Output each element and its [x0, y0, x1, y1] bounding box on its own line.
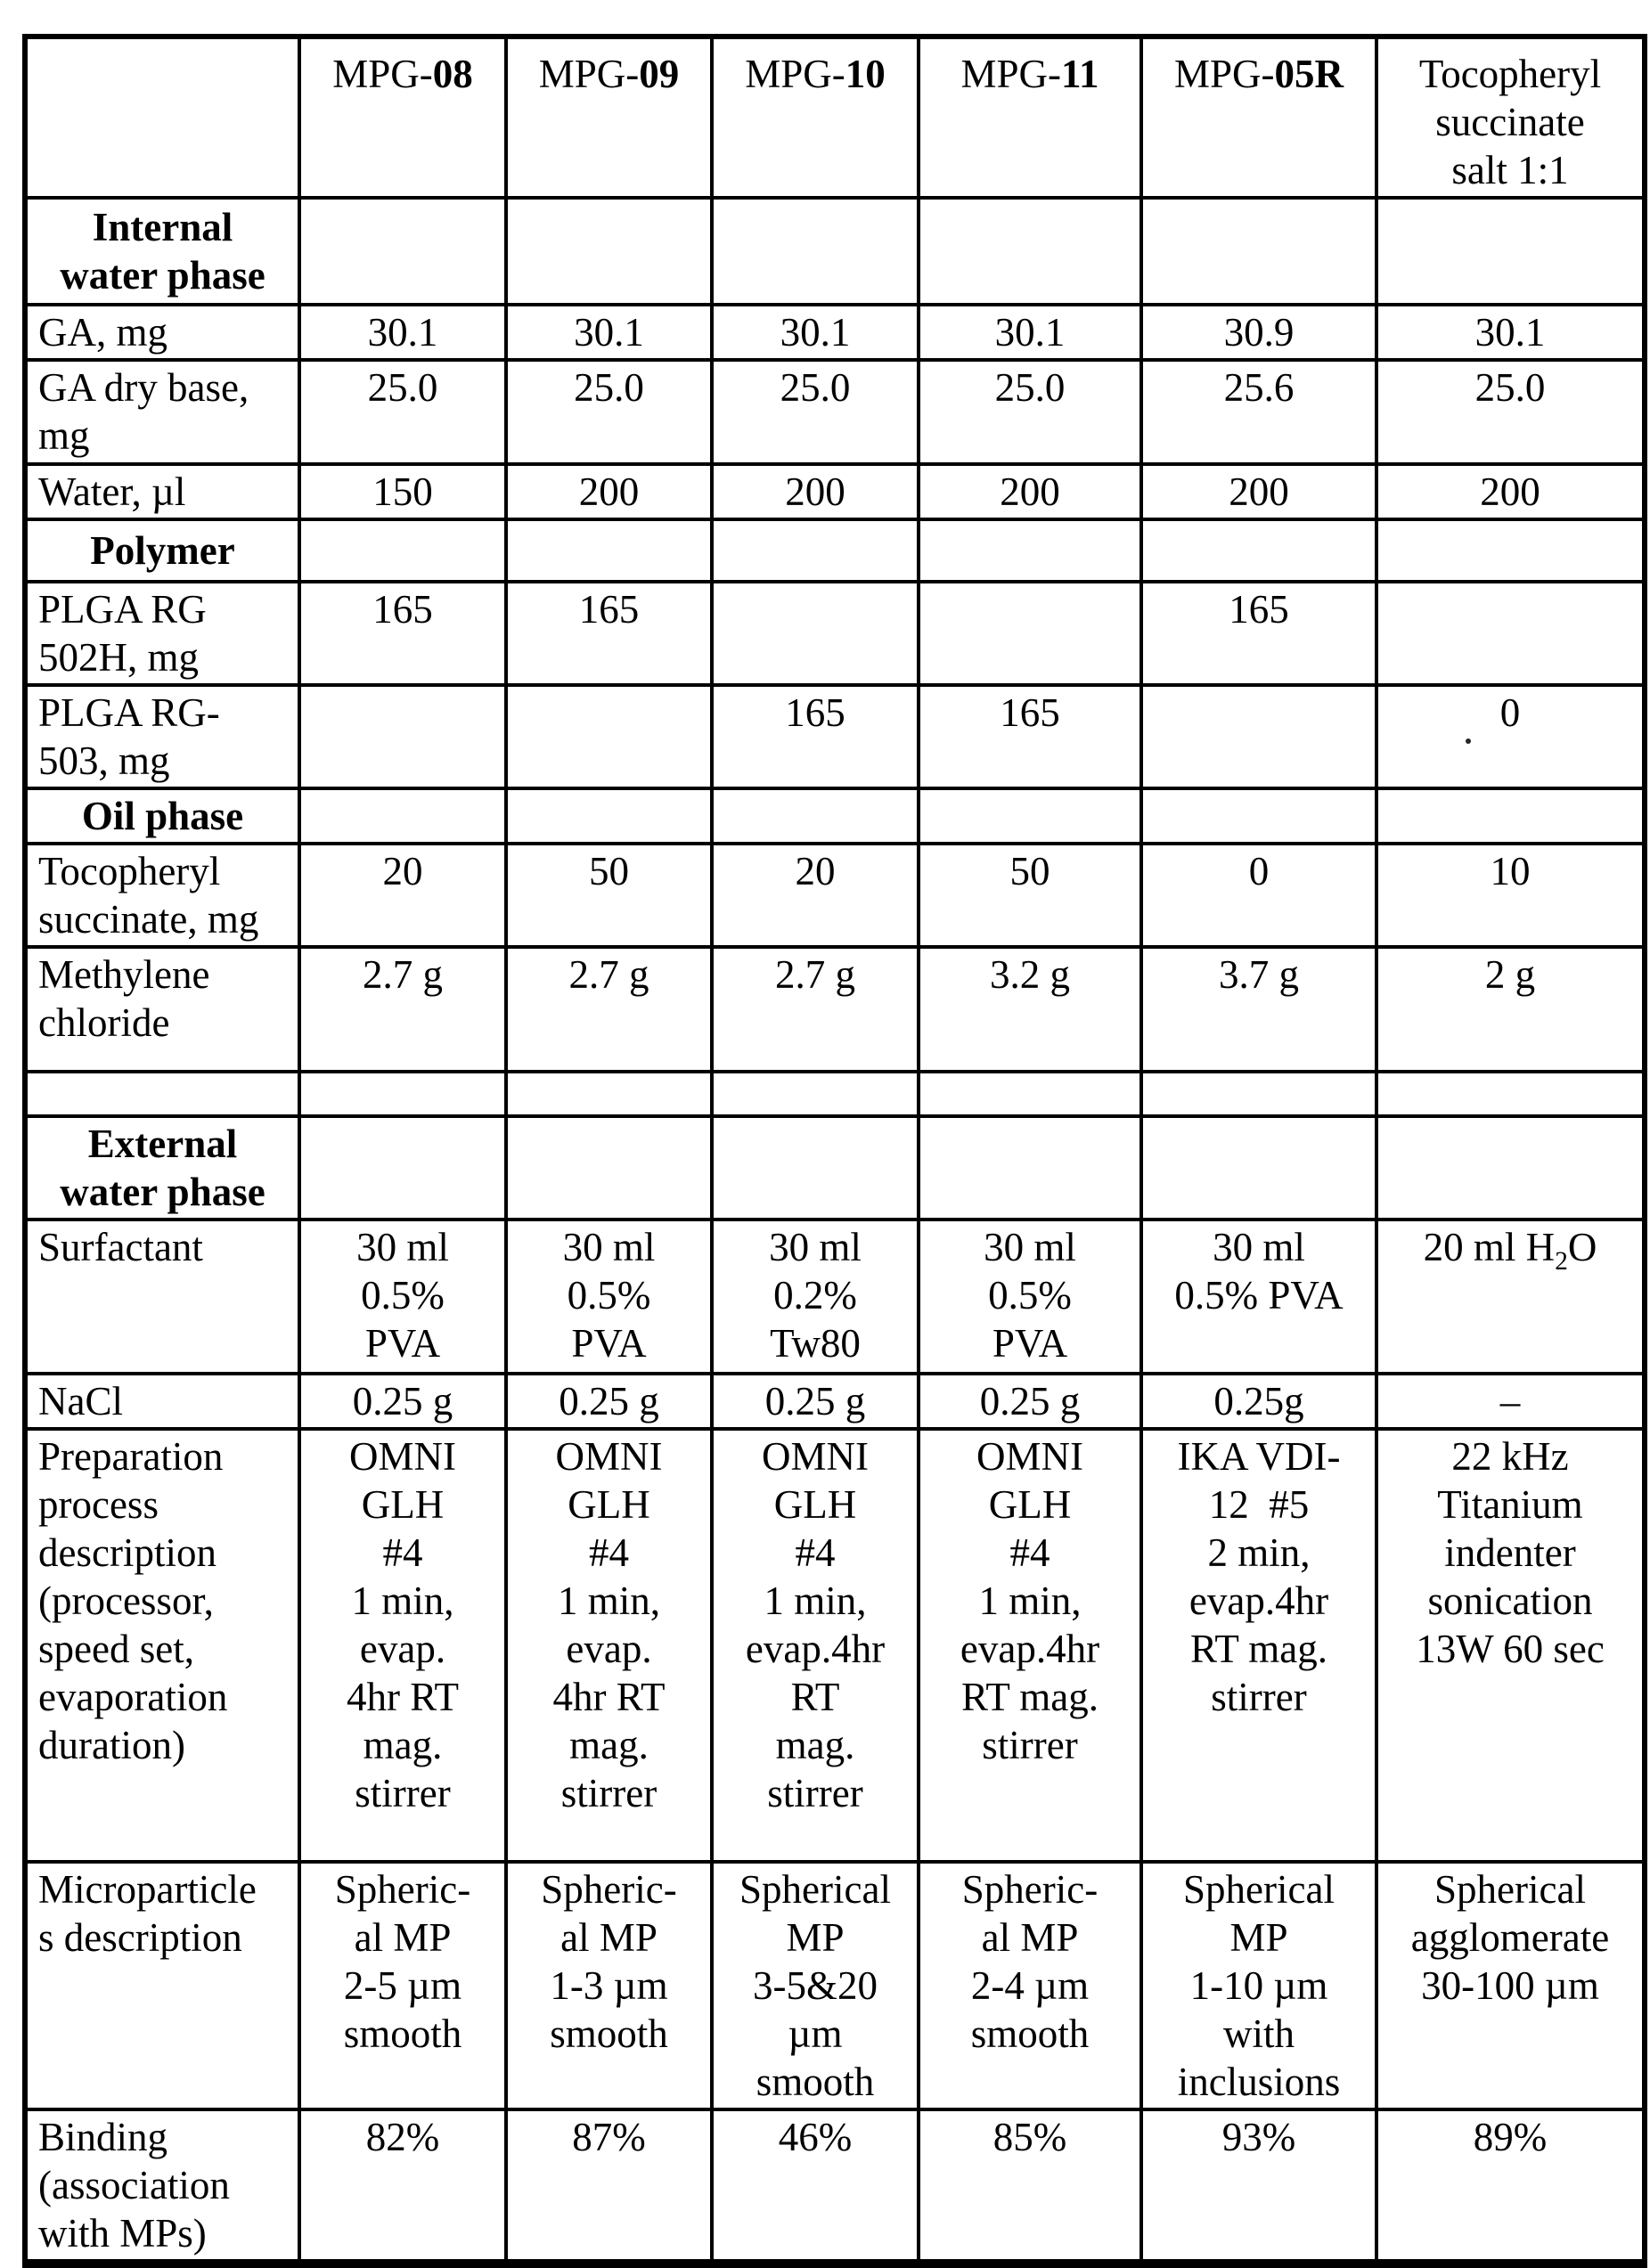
- table-cell: 82%: [299, 2109, 506, 2264]
- table-cell: Spherical MP 1-10 µm with inclusions: [1141, 1862, 1376, 2109]
- table-cell: 25.6: [1141, 360, 1376, 464]
- row-label-cell: [25, 1072, 299, 1116]
- table-cell: OMNI GLH #4 1 min, evap. 4hr RT mag. stirrer: [506, 1429, 712, 1862]
- table-cell: [919, 788, 1141, 844]
- section-label-cell: Oil phase: [25, 788, 299, 844]
- table-cell: 165: [299, 582, 506, 685]
- table-cell: OMNI GLH #4 1 min, evap. 4hr RT mag. stirrer: [299, 1429, 506, 1862]
- table-cell: 3.2 g: [919, 947, 1141, 1072]
- table-cell: [1141, 788, 1376, 844]
- table-cell: 200: [1376, 464, 1645, 519]
- h2o-suffix: O: [1567, 1225, 1597, 1269]
- header-row: [25, 37, 1645, 198]
- table-cell: 200: [712, 464, 919, 519]
- table-cell: [299, 519, 506, 582]
- table-cell: Spheric- al MP 1-3 µm smooth: [506, 1862, 712, 2109]
- table-cell: [1376, 582, 1645, 685]
- row-label-cell: PLGA RG- 503, mg: [25, 685, 299, 788]
- table-row: [25, 947, 1645, 1072]
- table-cell: 20: [299, 844, 506, 947]
- table-cell: 25.0: [506, 360, 712, 464]
- table-cell: 0.25 g: [506, 1374, 712, 1429]
- table-cell: 200: [1141, 464, 1376, 519]
- table-cell: 89%: [1376, 2109, 1645, 2264]
- column-header-prefix: MPG-: [960, 52, 1061, 96]
- table-cell: 93%: [1141, 2109, 1376, 2264]
- table-cell: –: [1376, 1374, 1645, 1429]
- table-cell: [919, 198, 1141, 305]
- column-header-prefix: MPG-: [1173, 52, 1275, 96]
- table-cell: 30.1: [299, 305, 506, 360]
- table-cell: 2.7 g: [299, 947, 506, 1072]
- table-row: [25, 519, 1645, 582]
- table-cell: 25.0: [299, 360, 506, 464]
- column-header-cell: [1141, 37, 1376, 198]
- column-header-prefix: MPG-: [538, 52, 640, 96]
- row-label-cell: Surfactant: [25, 1220, 299, 1374]
- table-row: [25, 305, 1645, 360]
- column-header-cell: [506, 37, 712, 198]
- table-cell: [299, 1072, 506, 1116]
- table-cell: 85%: [919, 2109, 1141, 2264]
- table-row: [25, 685, 1645, 788]
- table-cell: [1141, 685, 1376, 788]
- table-cell: [1376, 198, 1645, 305]
- table-cell: [506, 685, 712, 788]
- table-cell: 0.25g: [1141, 1374, 1376, 1429]
- scan-artifact-dot: [1466, 738, 1471, 744]
- table-cell: 200: [506, 464, 712, 519]
- table-cell: 165: [1141, 582, 1376, 685]
- table-cell: [506, 1116, 712, 1220]
- row-label-cell: Water, µl: [25, 464, 299, 519]
- column-header-number: 08: [432, 52, 473, 96]
- table-cell: [299, 685, 506, 788]
- table-cell: [506, 1072, 712, 1116]
- table-cell: [1376, 1220, 1645, 1374]
- table-cell: 2 g: [1376, 947, 1645, 1072]
- table-cell: 30.9: [1141, 305, 1376, 360]
- table-cell: Spherical agglomerate 30-100 µm: [1376, 1862, 1645, 2109]
- table-cell: 30 ml 0.2% Tw80: [712, 1220, 919, 1374]
- table-cell: 30 ml 0.5% PVA: [919, 1220, 1141, 1374]
- table-cell: 25.0: [919, 360, 1141, 464]
- table-header: [25, 37, 1645, 198]
- column-header-cell: Tocopheryl succinate salt 1:1: [1376, 37, 1645, 198]
- table-row: [25, 1116, 1645, 1220]
- table-cell: [299, 198, 506, 305]
- column-header-cell: [299, 37, 506, 198]
- h2o-subscript: 2: [1555, 1247, 1568, 1276]
- table-cell: 165: [712, 685, 919, 788]
- table-cell: 30 ml 0.5% PVA: [299, 1220, 506, 1374]
- column-header-number: 10: [845, 52, 886, 96]
- table-cell: [1141, 519, 1376, 582]
- table-cell: 87%: [506, 2109, 712, 2264]
- row-label-cell: GA dry base, mg: [25, 360, 299, 464]
- row-label-cell: PLGA RG 502H, mg: [25, 582, 299, 685]
- table-cell: [919, 1072, 1141, 1116]
- table-cell: IKA VDI- 12 #5 2 min, evap.4hr RT mag. stirrer: [1141, 1429, 1376, 1862]
- table-cell: 46%: [712, 2109, 919, 2264]
- table-cell: [299, 1116, 506, 1220]
- table-cell: 165: [919, 685, 1141, 788]
- column-header-number: 05R: [1274, 52, 1344, 96]
- table-cell: Spherical MP 3-5&20 µm smooth: [712, 1862, 919, 2109]
- table-row: [25, 1072, 1645, 1116]
- section-label-cell: External water phase: [25, 1116, 299, 1220]
- table-cell: 0.25 g: [712, 1374, 919, 1429]
- table-row: [25, 788, 1645, 844]
- table-row: [25, 2109, 1645, 2264]
- column-header-prefix: MPG-: [745, 52, 845, 96]
- table-cell: 30.1: [506, 305, 712, 360]
- table-cell: 2.7 g: [506, 947, 712, 1072]
- row-label-cell: NaCl: [25, 1374, 299, 1429]
- row-label-cell: Methylene chloride: [25, 947, 299, 1072]
- table-cell: [712, 198, 919, 305]
- formulation-table: [22, 34, 1647, 2268]
- column-header-prefix: MPG-: [332, 52, 433, 96]
- table-cell: [712, 788, 919, 844]
- table-cell: 0: [1141, 844, 1376, 947]
- table-cell: 30.1: [712, 305, 919, 360]
- row-label-cell: Binding (association with MPs): [25, 2109, 299, 2264]
- table-cell: [712, 1072, 919, 1116]
- table-cell: [1376, 519, 1645, 582]
- table-cell: [1141, 198, 1376, 305]
- table-cell: [712, 582, 919, 685]
- table-row: [25, 844, 1645, 947]
- section-label-cell: Polymer: [25, 519, 299, 582]
- table-cell: [506, 519, 712, 582]
- table-cell: [919, 582, 1141, 685]
- table-cell: 20: [712, 844, 919, 947]
- table-cell: 30 ml 0.5% PVA: [1141, 1220, 1376, 1374]
- table-cell: [712, 1116, 919, 1220]
- table-cell: 22 kHz Titanium indenter sonication 13W 60 sec: [1376, 1429, 1645, 1862]
- table-cell: 30 ml 0.5% PVA: [506, 1220, 712, 1374]
- table-cell: 50: [506, 844, 712, 947]
- table-row: [25, 1220, 1645, 1374]
- h2o-prefix: 20 ml H: [1423, 1225, 1556, 1269]
- table-cell: [506, 788, 712, 844]
- table-cell: 30.1: [1376, 305, 1645, 360]
- table-cell: 2.7 g: [712, 947, 919, 1072]
- table-cell: 200: [919, 464, 1141, 519]
- table-cell: Spheric- al MP 2-4 µm smooth: [919, 1862, 1141, 2109]
- row-label-cell: Preparation process description (processor, speed set, evaporation duration): [25, 1429, 299, 1862]
- table-cell: [1376, 685, 1645, 788]
- table-cell: 3.7 g: [1141, 947, 1376, 1072]
- table-cell: [712, 519, 919, 582]
- table-cell: 25.0: [712, 360, 919, 464]
- row-label-cell: GA, mg: [25, 305, 299, 360]
- table-cell: 0.25 g: [919, 1374, 1141, 1429]
- table-cell: 0.25 g: [299, 1374, 506, 1429]
- table-cell: [1141, 1072, 1376, 1116]
- table-row: [25, 1374, 1645, 1429]
- table-cell: 25.0: [1376, 360, 1645, 464]
- column-header-cell: [712, 37, 919, 198]
- column-header-number: 09: [639, 52, 680, 96]
- table-cell: Spheric- al MP 2-5 µm smooth: [299, 1862, 506, 2109]
- table-cell: [919, 1116, 1141, 1220]
- table-row: [25, 1429, 1645, 1862]
- section-label-cell: Internal water phase: [25, 198, 299, 305]
- column-header-number: 11: [1061, 52, 1099, 96]
- header-corner-cell: [25, 37, 299, 198]
- row-label-cell: Tocopheryl succinate, mg: [25, 844, 299, 947]
- table-row: [25, 360, 1645, 464]
- table-cell: 150: [299, 464, 506, 519]
- table-row: [25, 198, 1645, 305]
- table-cell: [1376, 788, 1645, 844]
- row-label-cell: Microparticle s description: [25, 1862, 299, 2109]
- table-cell: [919, 519, 1141, 582]
- table-cell: [1376, 1116, 1645, 1220]
- table-row: [25, 1862, 1645, 2109]
- cell-value: 0: [1499, 690, 1521, 735]
- table-cell: OMNI GLH #4 1 min, evap.4hr RT mag. stirrer: [712, 1429, 919, 1862]
- table-cell: 50: [919, 844, 1141, 947]
- table-row: [25, 582, 1645, 685]
- table-cell: [1376, 1072, 1645, 1116]
- table-row: [25, 464, 1645, 519]
- table-cell: [299, 788, 506, 844]
- table-cell: 165: [506, 582, 712, 685]
- table-body: [25, 198, 1645, 2264]
- table-cell: 10: [1376, 844, 1645, 947]
- table-cell: [1141, 1116, 1376, 1220]
- column-header-cell: [919, 37, 1141, 198]
- table-cell: [506, 198, 712, 305]
- table-cell: 30.1: [919, 305, 1141, 360]
- table-cell: OMNI GLH #4 1 min, evap.4hr RT mag. stirrer: [919, 1429, 1141, 1862]
